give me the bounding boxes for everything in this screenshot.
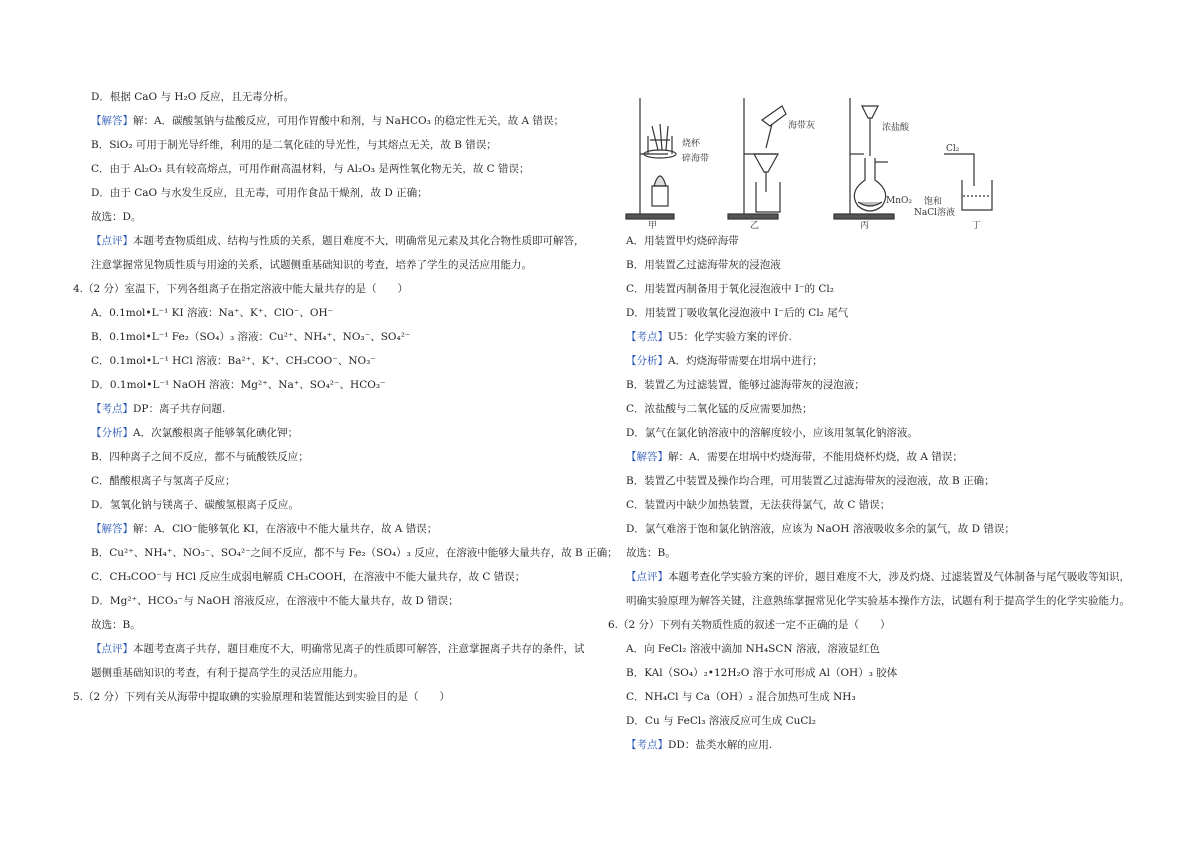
right-text-line — [626, 474, 995, 488]
right-text-line — [626, 498, 890, 512]
left-text-line — [91, 306, 333, 320]
left-text-line — [91, 642, 585, 656]
line-text: D．氯气在氯化钠溶液中的溶解度较小，应该用氢氧化钠溶液。 — [626, 427, 918, 439]
line-text: 解：A．需要在坩埚中灼烧海带，不能用烧杯灼烧，故 A 错误； — [668, 451, 963, 463]
line-text: 本题考查物质组成、结构与性质的关系，题目难度不大，明确常见元素及其化合物性质即可解答， — [133, 235, 585, 247]
line-text: A．向 FeCl₂ 溶液中滴加 NH₄SCN 溶液，溶液显红色 — [626, 643, 880, 655]
line-text: 注意掌握常见物质性质与用途的关系，试题侧重基础知识的考查，培养了学生的灵活应用能力。 — [91, 259, 532, 271]
section-tag: 【点评】 — [91, 643, 133, 655]
line-text: C．装置丙中缺少加热装置，无法获得氯气，故 C 错误； — [626, 499, 891, 511]
line-text: 6.（2 分）下列有关物质性质的叙述一定不正确的是（ ） — [608, 619, 891, 631]
line-text: B．SiO₂ 可用于制光导纤维，利用的是二氧化硅的导光性，与其熔点无关，故 B 错误； — [91, 139, 497, 151]
line-text: 5.（2 分）下列有关从海带中提取碘的实验原理和装置能达到实验目的是（ ） — [73, 691, 451, 703]
left-text-line — [91, 234, 585, 248]
line-text: B．装置乙中装置及操作均合理，可用装置乙过滤海带灰的浸泡液，故 B 正确； — [626, 475, 995, 487]
right-text-line — [626, 690, 856, 704]
left-text-line — [91, 330, 410, 344]
left-text-line — [91, 498, 299, 512]
line-text: D．根据 CaO 与 H₂O 反应，且无毒分析。 — [91, 91, 295, 103]
line-text: D．用装置丁吸收氧化浸泡液中 I⁻后的 Cl₂ 尾气 — [626, 307, 849, 319]
line-text: C．用装置丙制备用于氧化浸泡液中 I⁻的 Cl₂ — [626, 283, 834, 295]
section-tag: 【考点】 — [626, 331, 668, 343]
right-text-line — [626, 402, 813, 416]
label-mno2: MnO₂ — [886, 196, 912, 206]
section-tag: 【解答】 — [91, 115, 133, 127]
section-tag: 【解答】 — [91, 523, 133, 535]
right-text-line — [626, 330, 792, 344]
line-text: 解：A．ClO⁻能够氧化 KI，在溶液中不能大量共存，故 A 错误； — [133, 523, 438, 535]
line-text: B．四种离子之间不反应，都不与硫酸铁反应； — [91, 451, 309, 463]
caption-ding: 丁 — [972, 221, 982, 231]
right-text-line — [626, 666, 897, 680]
line-text: D．由于 CaO 与水发生反应，且无毒，可用作食品干燥剂，故 D 正确； — [91, 187, 428, 199]
left-text-line — [91, 450, 309, 464]
label-nacl-2: NaCl溶液 — [914, 208, 956, 218]
apparatus-figure — [622, 96, 1002, 230]
right-text-line — [626, 258, 781, 272]
left-text-line — [91, 474, 236, 488]
caption-yi: 乙 — [750, 221, 760, 231]
line-text: 故选：B。 — [91, 619, 141, 631]
line-text: 故选：D。 — [91, 211, 142, 223]
left-text-line — [91, 378, 386, 392]
left-text-line — [73, 690, 450, 704]
line-text: C．浓盐酸与二氧化锰的反应需要加热； — [626, 403, 813, 415]
line-text: A．用装置甲灼烧碎海带 — [626, 235, 739, 247]
line-text: 解：A．碳酸氢钠与盐酸反应，可用作胃酸中和剂，与 NaHCO₃ 的稳定性无关，故 A 错误； — [133, 115, 564, 127]
line-text: B．KAl（SO₄）₂•12H₂O 溶于水可形成 Al（OH）₃ 胶体 — [626, 667, 898, 679]
section-tag: 【分析】 — [626, 355, 668, 367]
line-text: A．灼烧海带需要在坩埚中进行； — [668, 355, 823, 367]
left-text-line — [91, 594, 459, 608]
caption-bing: 丙 — [860, 221, 870, 231]
line-text: B．0.1mol•L⁻¹ Fe₂（SO₄）₃ 溶液：Cu²⁺、NH₄⁺、NO₃⁻、SO₄²⁻ — [91, 331, 411, 343]
line-text: D．Mg²⁺、HCO₃⁻与 NaOH 溶液反应，在溶液中不能大量共存，故 D 错误； — [91, 595, 459, 607]
left-text-line — [73, 282, 408, 296]
line-text: B．装置乙为过滤装置，能够过滤海带灰的浸泡液； — [626, 379, 865, 391]
right-text-line — [626, 642, 880, 656]
line-text: DD：盐类水解的应用. — [668, 739, 773, 751]
label-beaker: 烧杯 — [682, 139, 701, 149]
right-text-line — [626, 378, 865, 392]
line-text: B．Cu²⁺、NH₄⁺、NO₃⁻、SO₄²⁻之间不反应，都不与 Fe₂（SO₄）₃ 反应，在溶液中能够大量共存，故 B 正确； — [91, 547, 618, 559]
line-text: D．0.1mol•L⁻¹ NaOH 溶液：Mg²⁺、Na⁺、SO₄²⁻、HCO₃⁻ — [91, 379, 386, 391]
caption-jia: 甲 — [648, 221, 658, 231]
line-text: A．0.1mol•L⁻¹ KI 溶液：Na⁺、K⁺、ClO⁻、OH⁻ — [91, 307, 334, 319]
left-text-line — [91, 138, 497, 152]
line-text: B．用装置乙过滤海带灰的浸泡液 — [626, 259, 781, 271]
right-text-line — [608, 618, 891, 632]
line-text: 本题考查离子共存，题目难度不大，明确常见离子的性质即可解答，注意掌握离子共存的条件，试 — [133, 643, 585, 655]
right-text-line — [626, 570, 1130, 584]
left-text-line — [91, 90, 294, 104]
line-text: D．氯气难溶于饱和氯化钠溶液，应该为 NaOH 溶液吸收多余的氯气，故 D 错误； — [626, 523, 1015, 535]
line-text: DP：离子共存问题. — [133, 403, 226, 415]
section-tag: 【解答】 — [626, 451, 668, 463]
right-text-line — [626, 522, 1015, 536]
label-cl2: Cl₂ — [946, 144, 960, 154]
left-text-line — [91, 186, 428, 200]
label-seaweed: 碎海带 — [682, 154, 710, 164]
label-nacl-1: 饱和 — [924, 197, 943, 207]
section-tag: 【分析】 — [91, 427, 133, 439]
line-text: C．0.1mol•L⁻¹ HCl 溶液：Ba²⁺、K⁺、CH₃COO⁻、NO₃⁻ — [91, 355, 376, 367]
left-text-line — [91, 210, 141, 224]
section-tag: 【点评】 — [91, 235, 133, 247]
left-text-line — [91, 618, 141, 632]
label-conc-hcl: 浓盐酸 — [882, 123, 910, 133]
left-text-line — [91, 522, 437, 536]
right-text-line — [626, 450, 963, 464]
left-text-line — [91, 402, 225, 416]
left-text-line — [91, 258, 532, 272]
right-text-line — [626, 714, 816, 728]
label-ash: 海带灰 — [788, 121, 816, 131]
line-text: C．由于 Al₂O₃ 具有较高熔点，可用作耐高温材料，与 Al₂O₃ 是两性氧化物无关，故 C 错误； — [91, 163, 530, 175]
left-text-line — [91, 162, 530, 176]
right-text-line — [626, 594, 1130, 608]
line-text: C．NH₄Cl 与 Ca（OH）₂ 混合加热可生成 NH₃ — [626, 691, 856, 703]
left-text-line — [91, 666, 364, 680]
right-text-line — [626, 738, 772, 752]
section-tag: 【点评】 — [626, 571, 668, 583]
line-text: 本题考查化学实验方案的评价，题目难度不大，涉及灼烧、过滤装置及气体制备与尾气吸收等知识， — [668, 571, 1130, 583]
right-text-line — [626, 282, 834, 296]
section-tag: 【考点】 — [626, 739, 668, 751]
right-text-line — [626, 306, 848, 320]
left-text-line — [91, 426, 298, 440]
line-text: U5：化学实验方案的评价. — [668, 331, 792, 343]
line-text: 4.（2 分）室温下，下列各组离子在指定溶液中能大量共存的是（ ） — [73, 283, 409, 295]
line-text: 题侧重基础知识的考查，有利于提高学生的灵活应用能力。 — [91, 667, 364, 679]
section-tag: 【考点】 — [91, 403, 133, 415]
right-text-line — [626, 546, 676, 560]
line-text: D．氢氧化钠与镁离子、碳酸氢根离子反应。 — [91, 499, 299, 511]
line-text: C．CH₃COO⁻与 HCl 反应生成弱电解质 CH₃COOH，在溶液中不能大量共存，故 C 错误； — [91, 571, 526, 583]
line-text: D．Cu 与 FeCl₃ 溶液反应可生成 CuCl₂ — [626, 715, 816, 727]
right-text-line — [626, 426, 918, 440]
right-text-line — [626, 354, 823, 368]
line-text: C．醋酸根离子与氢离子反应； — [91, 475, 236, 487]
line-text: A．次氯酸根离子能够氧化碘化钾； — [133, 427, 299, 439]
left-text-line — [91, 354, 376, 368]
left-text-line — [91, 570, 525, 584]
line-text: 明确实验原理为解答关键，注意熟练掌握常见化学实验基本操作方法，试题有利于提高学生的化学实验能力。 — [626, 595, 1130, 607]
left-text-line — [91, 546, 618, 560]
right-text-line — [626, 234, 739, 248]
line-text: 故选：B。 — [626, 547, 676, 559]
left-text-line — [91, 114, 564, 128]
